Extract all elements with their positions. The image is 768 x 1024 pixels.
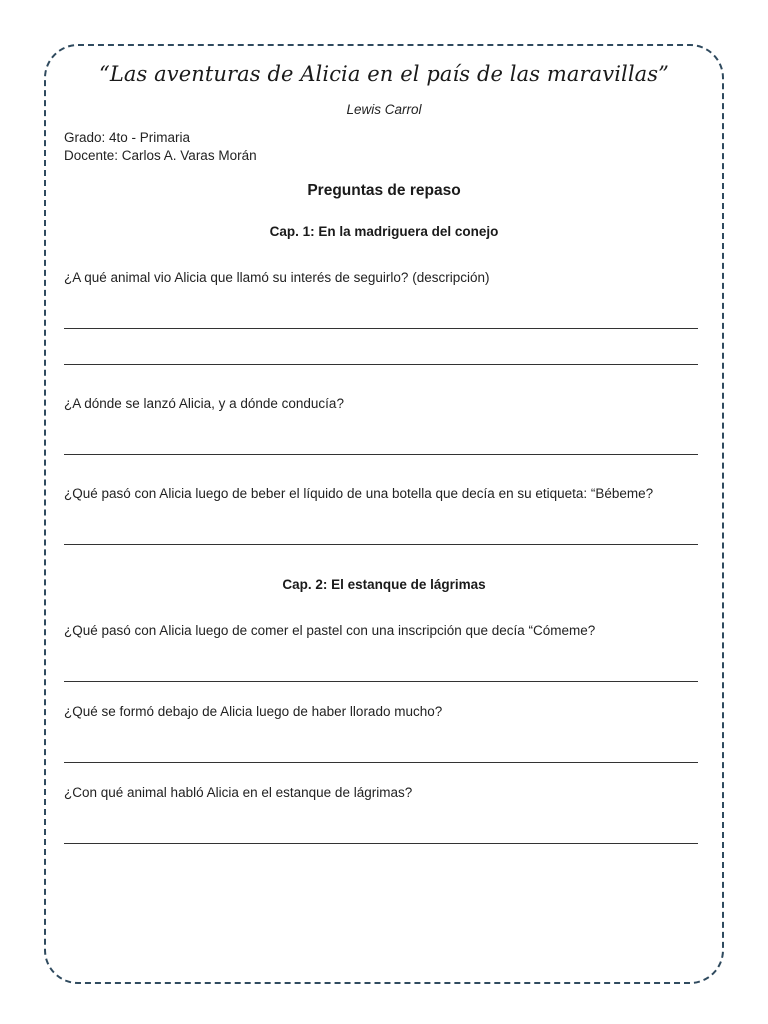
section-title: Preguntas de repaso bbox=[307, 182, 461, 199]
teacher-label: Docente: Carlos A. Varas Morán bbox=[64, 148, 257, 163]
answer-line[interactable] bbox=[64, 681, 698, 682]
answer-line[interactable] bbox=[64, 454, 698, 455]
grade-label: Grado: 4to - Primaria bbox=[64, 130, 191, 145]
question-2-3: ¿Con qué animal habló Alicia en el estanque de lágrimas? bbox=[64, 785, 413, 800]
answer-line[interactable] bbox=[64, 328, 698, 329]
chapter-1-title: Cap. 1: En la madriguera del conejo bbox=[269, 224, 499, 239]
document-title: “Las aventuras de Alicia en el país de las maravillas” bbox=[98, 62, 670, 86]
question-1-1: ¿A qué animal vio Alicia que llamó su interés de seguirlo? (descripción) bbox=[64, 270, 490, 285]
author-name: Lewis Carrol bbox=[346, 102, 422, 117]
answer-line[interactable] bbox=[64, 843, 698, 844]
question-1-2: ¿A dónde se lanzó Alicia, y a dónde conducía? bbox=[64, 396, 344, 411]
answer-line[interactable] bbox=[64, 762, 698, 763]
answer-line[interactable] bbox=[64, 364, 698, 365]
answer-line[interactable] bbox=[64, 544, 698, 545]
question-2-2: ¿Qué se formó debajo de Alicia luego de haber llorado mucho? bbox=[64, 704, 443, 719]
question-1-3: ¿Qué pasó con Alicia luego de beber el líquido de una botella que decía en su etiqueta: “Bébeme? bbox=[64, 486, 654, 501]
question-2-1: ¿Qué pasó con Alicia luego de comer el pastel con una inscripción que decía “Cómeme? bbox=[64, 623, 596, 638]
chapter-2-title: Cap. 2: El estanque de lágrimas bbox=[282, 577, 486, 592]
